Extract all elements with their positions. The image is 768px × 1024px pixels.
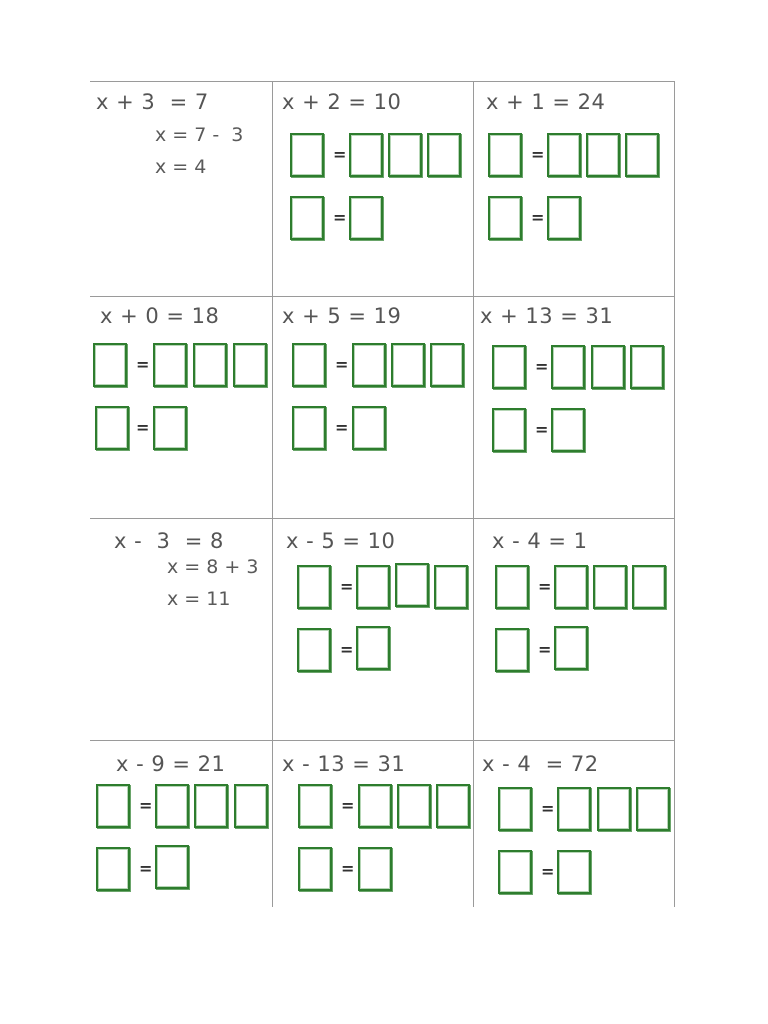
example-step-text: x = 4: [155, 156, 207, 178]
example-step-text: x = 8 + 3: [167, 556, 259, 578]
answer-box[interactable]: [388, 133, 422, 177]
equation-text: x + 5 = 19: [282, 304, 402, 328]
grid-col-divider-1: [272, 81, 273, 907]
equation-text: x + 0 = 18: [100, 304, 220, 328]
answer-box[interactable]: [593, 565, 627, 609]
answer-box[interactable]: [495, 565, 529, 609]
example-step-text: x = 11: [167, 588, 231, 610]
answer-box[interactable]: [554, 565, 588, 609]
answer-box[interactable]: [488, 196, 522, 240]
answer-box[interactable]: [193, 343, 227, 387]
answer-box[interactable]: [155, 784, 189, 828]
equals-sign: =: [139, 796, 153, 815]
equals-sign: =: [538, 640, 552, 659]
equals-sign: =: [538, 577, 552, 596]
equation-text: x - 4 = 1: [492, 529, 588, 553]
equals-sign: =: [340, 640, 354, 659]
equals-sign: =: [333, 145, 347, 164]
answer-box[interactable]: [349, 133, 383, 177]
answer-box[interactable]: [290, 196, 324, 240]
answer-box[interactable]: [297, 628, 331, 672]
answer-box[interactable]: [155, 845, 189, 889]
grid-right-border: [674, 81, 675, 907]
answer-box[interactable]: [495, 628, 529, 672]
equals-sign: =: [541, 862, 555, 881]
equals-sign: =: [341, 796, 355, 815]
equals-sign: =: [136, 418, 150, 437]
equals-sign: =: [535, 420, 549, 439]
grid-row-divider-1: [90, 296, 675, 297]
answer-box[interactable]: [554, 626, 588, 670]
equation-text: x + 3 = 7: [96, 90, 209, 114]
answer-box[interactable]: [358, 784, 392, 828]
answer-box[interactable]: [557, 850, 591, 894]
equation-text: x + 13 = 31: [480, 304, 614, 328]
answer-box[interactable]: [498, 787, 532, 831]
answer-box[interactable]: [427, 133, 461, 177]
equals-sign: =: [333, 208, 347, 227]
equals-sign: =: [531, 208, 545, 227]
equals-sign: =: [335, 355, 349, 374]
answer-box[interactable]: [352, 343, 386, 387]
equals-sign: =: [136, 355, 150, 374]
answer-box[interactable]: [630, 345, 664, 389]
answer-box[interactable]: [557, 787, 591, 831]
answer-box[interactable]: [349, 196, 383, 240]
equals-sign: =: [531, 145, 545, 164]
answer-box[interactable]: [492, 408, 526, 452]
answer-box[interactable]: [434, 565, 468, 609]
answer-box[interactable]: [93, 343, 127, 387]
answer-box[interactable]: [430, 343, 464, 387]
equation-text: x - 9 = 21: [116, 752, 226, 776]
answer-box[interactable]: [632, 565, 666, 609]
answer-box[interactable]: [597, 787, 631, 831]
answer-box[interactable]: [96, 847, 130, 891]
equals-sign: =: [541, 799, 555, 818]
grid-row-divider-2: [90, 518, 675, 519]
answer-box[interactable]: [297, 565, 331, 609]
answer-box[interactable]: [356, 626, 390, 670]
answer-box[interactable]: [292, 343, 326, 387]
answer-box[interactable]: [591, 345, 625, 389]
answer-box[interactable]: [547, 133, 581, 177]
answer-box[interactable]: [153, 406, 187, 450]
answer-box[interactable]: [492, 345, 526, 389]
equation-text: x - 13 = 31: [282, 752, 406, 776]
answer-box[interactable]: [234, 784, 268, 828]
grid-row-divider-3: [90, 740, 675, 741]
answer-box[interactable]: [95, 406, 129, 450]
equals-sign: =: [341, 859, 355, 878]
equation-text: x - 4 = 72: [482, 752, 599, 776]
answer-box[interactable]: [352, 406, 386, 450]
answer-box[interactable]: [292, 406, 326, 450]
equals-sign: =: [535, 357, 549, 376]
equation-text: x + 2 = 10: [282, 90, 402, 114]
answer-box[interactable]: [636, 787, 670, 831]
equals-sign: =: [340, 577, 354, 596]
grid-col-divider-2: [473, 81, 474, 907]
answer-box[interactable]: [395, 563, 429, 607]
equation-text: x - 5 = 10: [286, 529, 396, 553]
answer-box[interactable]: [625, 133, 659, 177]
answer-box[interactable]: [488, 133, 522, 177]
answer-box[interactable]: [153, 343, 187, 387]
answer-box[interactable]: [551, 408, 585, 452]
answer-box[interactable]: [391, 343, 425, 387]
answer-box[interactable]: [547, 196, 581, 240]
equals-sign: =: [335, 418, 349, 437]
answer-box[interactable]: [586, 133, 620, 177]
equation-text: x - 3 = 8: [114, 529, 224, 553]
answer-box[interactable]: [298, 784, 332, 828]
equation-text: x + 1 = 24: [486, 90, 606, 114]
answer-box[interactable]: [96, 784, 130, 828]
answer-box[interactable]: [194, 784, 228, 828]
example-step-text: x = 7 - 3: [155, 124, 244, 146]
answer-box[interactable]: [290, 133, 324, 177]
answer-box[interactable]: [498, 850, 532, 894]
answer-box[interactable]: [298, 847, 332, 891]
answer-box[interactable]: [551, 345, 585, 389]
answer-box[interactable]: [358, 847, 392, 891]
grid-top-border: [90, 81, 675, 82]
answer-box[interactable]: [397, 784, 431, 828]
answer-box[interactable]: [436, 784, 470, 828]
answer-box[interactable]: [233, 343, 267, 387]
equals-sign: =: [139, 859, 153, 878]
answer-box[interactable]: [356, 565, 390, 609]
